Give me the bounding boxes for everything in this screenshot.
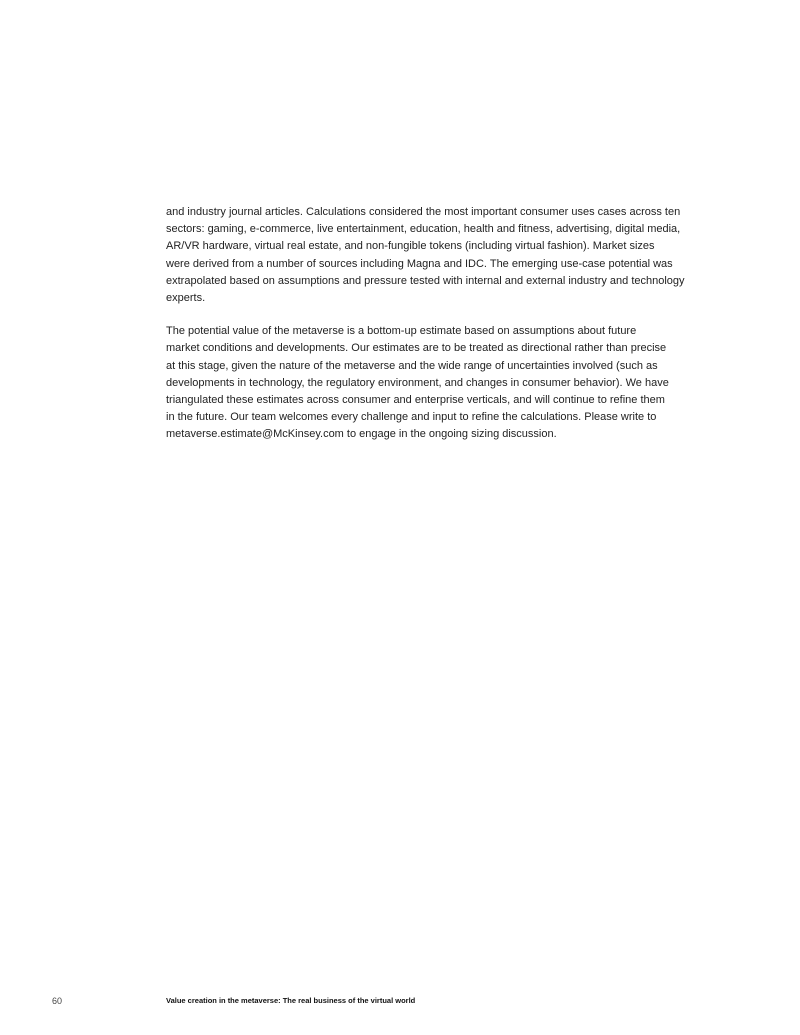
page-number: 60 bbox=[52, 996, 63, 1006]
text-line: developments in technology, the regulatory environment, and changes in consumer behavior). We have bbox=[166, 376, 669, 389]
text-line: triangulated these estimates across consumer and enterprise verticals, and will continue to refine them bbox=[166, 394, 665, 407]
page-footer bbox=[0, 996, 800, 1010]
body-text bbox=[166, 204, 726, 444]
running-title: Value creation in the metaverse: The real business of the virtual world bbox=[166, 996, 416, 1005]
text-line: The potential value of the metaverse is a bottom-up estimate based on assumptions about future bbox=[166, 325, 637, 338]
methodology-paragraph bbox=[166, 204, 726, 307]
paragraph-spacer bbox=[166, 307, 726, 323]
text-line: extrapolated based on assumptions and pressure tested with internal and external industry and technology bbox=[166, 274, 685, 287]
text-line: AR/VR hardware, virtual real estate, and non-fungible tokens (including virtual fashion). Market sizes bbox=[166, 240, 655, 253]
text-line: metaverse.estimate@McKinsey.com to engage in the ongoing sizing discussion. bbox=[166, 428, 557, 441]
estimate-disclaimer-paragraph bbox=[166, 323, 726, 443]
text-line: sectors: gaming, e-commerce, live entertainment, education, health and fitness, advertising, digital media, bbox=[166, 223, 681, 236]
text-line: in the future. Our team welcomes every challenge and input to refine the calculations. Please write to bbox=[166, 411, 657, 424]
text-line: market conditions and developments. Our estimates are to be treated as directional rather than precise bbox=[166, 342, 667, 355]
text-line: and industry journal articles. Calculations considered the most important consumer uses cases across ten bbox=[166, 206, 681, 218]
text-line: were derived from a number of sources including Magna and IDC. The emerging use-case potential was bbox=[166, 257, 673, 270]
text-line: experts. bbox=[166, 292, 206, 305]
text-line: at this stage, given the nature of the metaverse and the wide range of uncertainties involved (such as bbox=[166, 359, 658, 372]
